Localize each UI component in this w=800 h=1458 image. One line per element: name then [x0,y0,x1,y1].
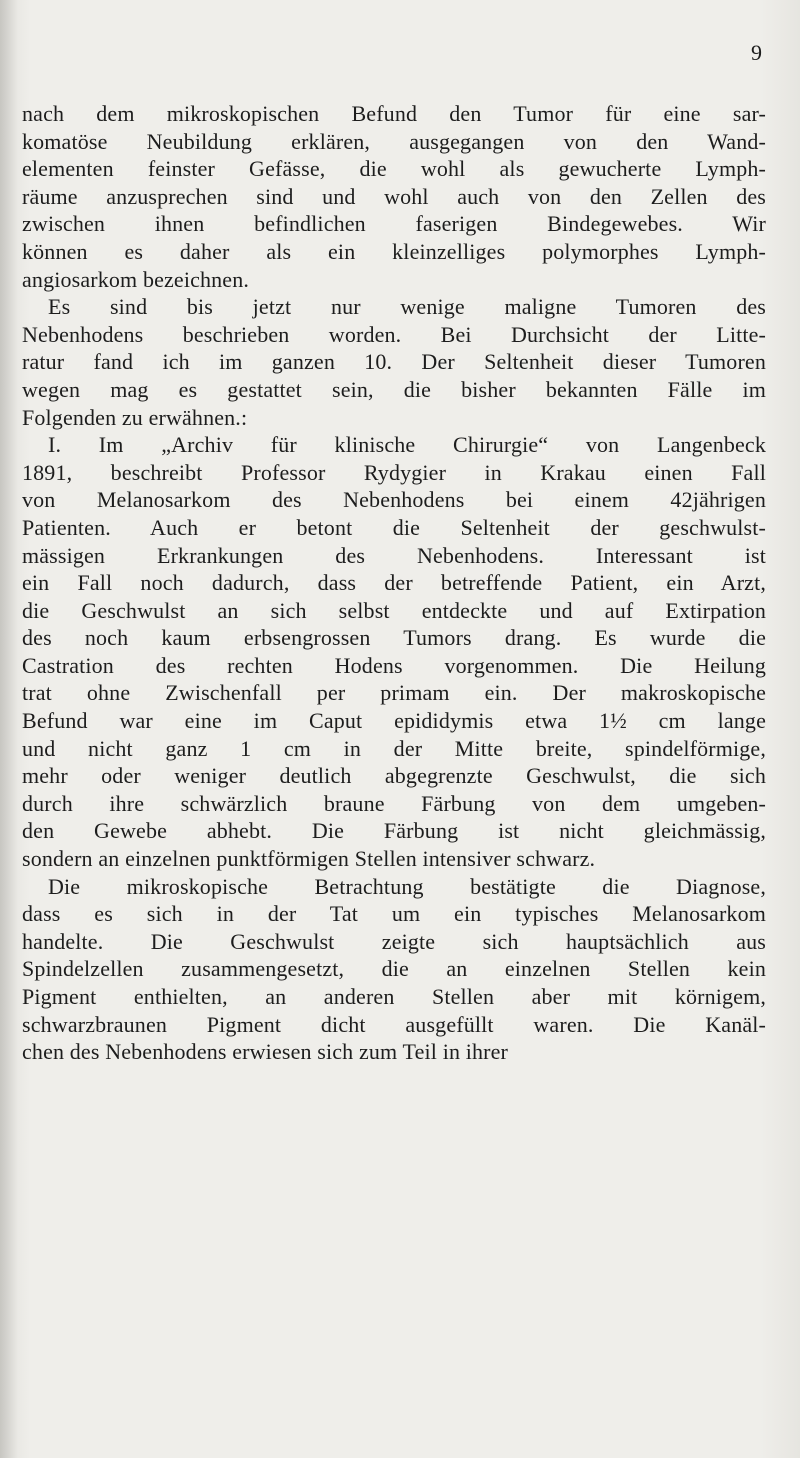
text-line: komatöse Neubildung erklären, ausgegangen von den Wand- [22,128,766,154]
text-line: dass es sich in der Tat um ein typisches Melanosarkom [22,901,766,927]
page-number: 9 [751,40,762,65]
text-line: Befund war eine im Caput epididymis etwa 1½ cm lange [22,708,766,734]
text-line: die Geschwulst an sich selbst entdeckte und auf Extirpation [22,597,766,623]
text-line: zwischen ihnen befindlichen faserigen Bindegewebes. Wir [22,211,766,237]
text-line: 1891, beschreibt Professor Rydygier in Krakau einen Fall [22,459,766,485]
text-line: Nebenhodens beschrieben worden. Bei Durchsicht der Litte- [22,321,766,347]
text-line: mässigen Erkrankungen des Nebenhodens. Interessant ist [22,542,766,568]
text-line: Pigment enthielten, an anderen Stellen aber mit körnigem, [22,984,766,1009]
text-line: Castration des rechten Hodens vorgenommen. Die Heilung [22,652,766,678]
text-line: schwarzbraunen Pigment dicht ausgefüllt waren. Die Kanäl- [22,1011,766,1037]
text-line: nach dem mikroskopischen Befund den Tumor für eine sar- [22,101,766,126]
text-line: und nicht ganz 1 cm in der Mitte breite, spindelförmige, [22,735,766,761]
text-line: angiosarkom bezeichnen. [22,266,250,292]
text-line: wegen mag es gestattet sein, die bisher bekannten Fälle im [22,376,766,402]
text-line: durch ihre schwärzlich braune Färbung von dem umgeben- [22,790,766,816]
body-text [22,100,766,1066]
text-line: chen des Nebenhodens erwiesen sich zum Teil in ihrer [22,1039,509,1065]
text-line: den Gewebe abhebt. Die Färbung ist nicht gleichmässig, [22,818,766,844]
text-line: trat ohne Zwischenfall per primam ein. Der makroskopische [22,680,766,706]
text-line: sondern an einzelnen punktförmigen Stellen intensiver schwarz. [22,846,596,872]
binding-shadow [0,0,18,1458]
text-line: können es daher als ein kleinzelliges polymorphes Lymph- [22,238,766,264]
text-line: elementen feinster Gefässe, die wohl als gewucherte Lymph- [22,156,766,182]
text-line: von Melanosarkom des Nebenhodens bei einem 42jährigen [22,487,766,513]
text-line: Es sind bis jetzt nur wenige maligne Tumoren des [48,294,766,320]
text-line: I. Im „Archiv für klinische Chirurgie“ von Langenbeck [48,432,766,458]
text-line: Spindelzellen zusammengesetzt, die an einzelnen Stellen kein [22,956,766,982]
text-line: mehr oder weniger deutlich abgegrenzte Geschwulst, die sich [22,763,766,789]
text-line: ratur fand ich im ganzen 10. Der Seltenheit dieser Tumoren [22,349,766,375]
text-line: des noch kaum erbsengrossen Tumors drang. Es wurde die [22,625,766,651]
text-line: ein Fall noch dadurch, dass der betreffende Patient, ein Arzt, [22,570,766,596]
text-line: Patienten. Auch er betont die Seltenheit der geschwulst- [22,514,766,540]
text-line: räume anzusprechen sind und wohl auch von den Zellen des [22,183,766,209]
text-line: Die mikroskopische Betrachtung bestätigte die Diagnose, [48,873,766,899]
text-line: Folgenden zu erwähnen.: [22,404,248,430]
text-line: handelte. Die Geschwulst zeigte sich hauptsächlich aus [22,928,766,954]
